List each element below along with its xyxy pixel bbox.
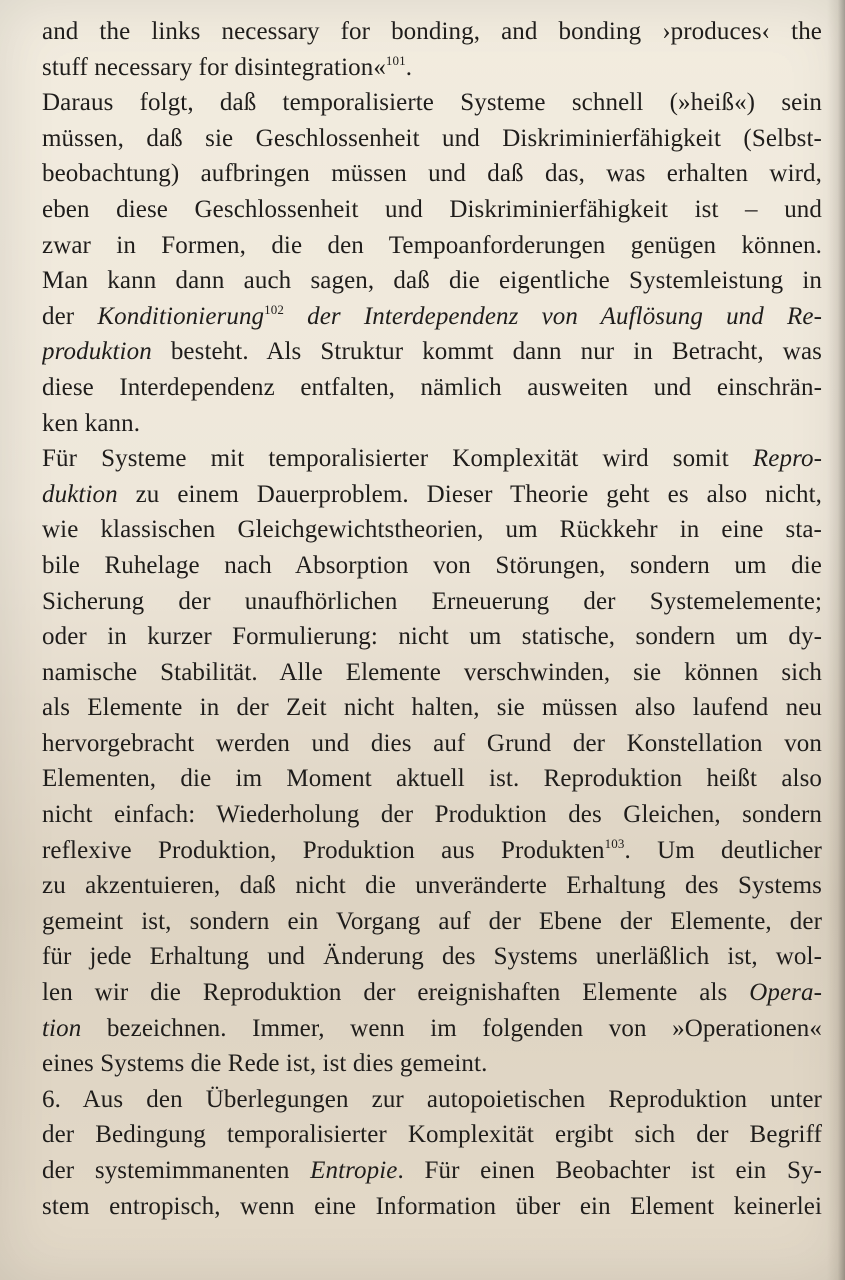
text-span: eben diese Geschlossenheit und Diskriminierfähigkeit ist – und xyxy=(42,195,822,223)
text-line xyxy=(42,370,822,406)
text-span: namische Stabilität. Alle Elemente verschwinden, sie können sich xyxy=(42,658,822,686)
text-span: für jede Erhaltung und Änderung des Systems unerläßlich ist, wol- xyxy=(42,943,822,971)
text-span: Elementen, die im Moment aktuell ist. Reproduktion heißt also xyxy=(42,765,822,793)
text-span: der xyxy=(42,302,98,330)
text-span: len wir die Reproduktion der ereignishaften Elemente als xyxy=(42,979,750,1007)
text-line xyxy=(42,833,822,869)
text-line xyxy=(42,904,822,940)
text-span: eines Systems die Rede ist, ist dies gemeint. xyxy=(42,1050,488,1078)
text-line xyxy=(42,1189,822,1225)
text-line xyxy=(42,584,822,620)
text-span: Daraus folgt, daß temporalisierte Systeme schnell (»heiß«) sein xyxy=(42,89,822,117)
text-line xyxy=(42,690,822,726)
text-line xyxy=(42,1011,822,1047)
text-span: hervorgebracht werden und dies auf Grund der Konstellation von xyxy=(42,729,822,757)
footnote-ref: 101 xyxy=(385,52,406,68)
text-line xyxy=(42,156,822,192)
text-line xyxy=(42,334,822,370)
text-span: bile Ruhelage nach Absorption von Störungen, sondern um die xyxy=(42,551,822,579)
italic-text: Repro- xyxy=(752,445,822,473)
footnote-ref: 103 xyxy=(604,835,625,851)
text-span: wie klassischen Gleichgewichtstheorien, um Rückkehr in eine sta- xyxy=(42,516,822,544)
text-span: der Bedingung temporalisierter Komplexität ergibt sich der Begriff xyxy=(42,1121,822,1149)
text-span: . Für einen Beobachter ist ein Sy- xyxy=(397,1157,822,1184)
text-line xyxy=(42,939,822,975)
text-line xyxy=(42,228,822,264)
text-span: gemeint ist, sondern ein Vorgang auf der Ebene der Elemente, der xyxy=(42,907,822,935)
text-span: . xyxy=(405,53,413,81)
text-span: der systemimmanenten xyxy=(42,1157,311,1184)
page-edge-shadow xyxy=(827,0,845,1280)
text-span: ken kann. xyxy=(42,409,141,437)
text-span: bezeichnen. Immer, wenn im folgenden von »Operationen« xyxy=(81,1014,822,1042)
text-span: and the links necessary for bonding, and bonding ›produces‹ the xyxy=(42,18,822,45)
text-line xyxy=(42,975,822,1011)
text-line xyxy=(42,761,822,797)
text-span: . Um deutlicher xyxy=(624,836,822,864)
text-span: als Elemente in der Zeit nicht halten, sie müssen also laufend neu xyxy=(42,694,822,722)
footnote-ref: 102 xyxy=(264,301,284,317)
text-span: 6. Aus den Überlegungen zur autopoietischen Reproduktion unter xyxy=(42,1085,822,1113)
text-line xyxy=(42,655,822,691)
text-line xyxy=(42,726,822,762)
text-line xyxy=(42,1046,822,1082)
text-span: stuff necessary for disintegration« xyxy=(42,53,386,81)
text-line xyxy=(42,619,822,655)
text-span: zu einem Dauerproblem. Dieser Theorie geht es also nicht, xyxy=(117,480,822,508)
text-span: nicht einfach: Wiederholung der Produktion des Gleichen, sondern xyxy=(42,801,822,829)
text-span: besteht. Als Struktur kommt dann nur in Betracht, was xyxy=(151,338,822,366)
text-line xyxy=(42,192,822,228)
text-span: oder in kurzer Formulierung: nicht um statische, sondern um dy- xyxy=(42,623,822,651)
text-span: Man kann dann auch sagen, daß die eigentliche Systemleistung in xyxy=(42,267,822,295)
italic-text: Opera- xyxy=(749,979,822,1007)
text-line xyxy=(42,441,822,477)
text-span: zwar in Formen, die den Tempoanforderungen genügen können. xyxy=(42,231,822,259)
text-span: müssen, daß sie Geschlossenheit und Diskriminierfähigkeit (Selbst- xyxy=(42,124,822,152)
text-line xyxy=(42,1153,822,1189)
body-text xyxy=(42,14,822,1224)
italic-text: Konditionierung xyxy=(97,302,265,330)
text-line xyxy=(42,121,822,157)
text-span: zu akzentuieren, daß nicht die unveränderte Erhaltung des Systems xyxy=(42,872,822,900)
text-span: beobachtung) aufbringen müssen und daß das, was erhalten wird, xyxy=(42,160,822,188)
text-line xyxy=(42,85,822,121)
text-line xyxy=(42,50,822,86)
text-line xyxy=(42,512,822,548)
text-line xyxy=(42,548,822,584)
text-line xyxy=(42,477,822,513)
text-span: Sicherung der unaufhörlichen Erneuerung der Systemelemente; xyxy=(42,587,822,615)
text-line xyxy=(42,868,822,904)
italic-text: duktion xyxy=(42,480,118,508)
text-line xyxy=(42,1082,822,1118)
italic-text: produktion xyxy=(42,338,152,366)
text-line xyxy=(42,263,822,299)
italic-text: Entropie xyxy=(310,1157,398,1184)
text-span: Für Systeme mit temporalisierter Komplexität wird somit xyxy=(42,445,753,473)
text-span: reflexive Produktion, Produktion aus Produkten xyxy=(42,836,605,864)
italic-text: der Interdependenz von Auflösung und Re- xyxy=(283,302,822,330)
text-line xyxy=(42,14,822,50)
text-line xyxy=(42,406,822,442)
text-line xyxy=(42,797,822,833)
text-span: stem entropisch, wenn eine Information über ein Element keinerlei xyxy=(42,1192,822,1220)
text-span: diese Interdependenz entfalten, nämlich ausweiten und einschrän- xyxy=(42,373,822,401)
italic-text: tion xyxy=(42,1014,82,1042)
text-line xyxy=(42,1117,822,1153)
text-line xyxy=(42,299,822,335)
